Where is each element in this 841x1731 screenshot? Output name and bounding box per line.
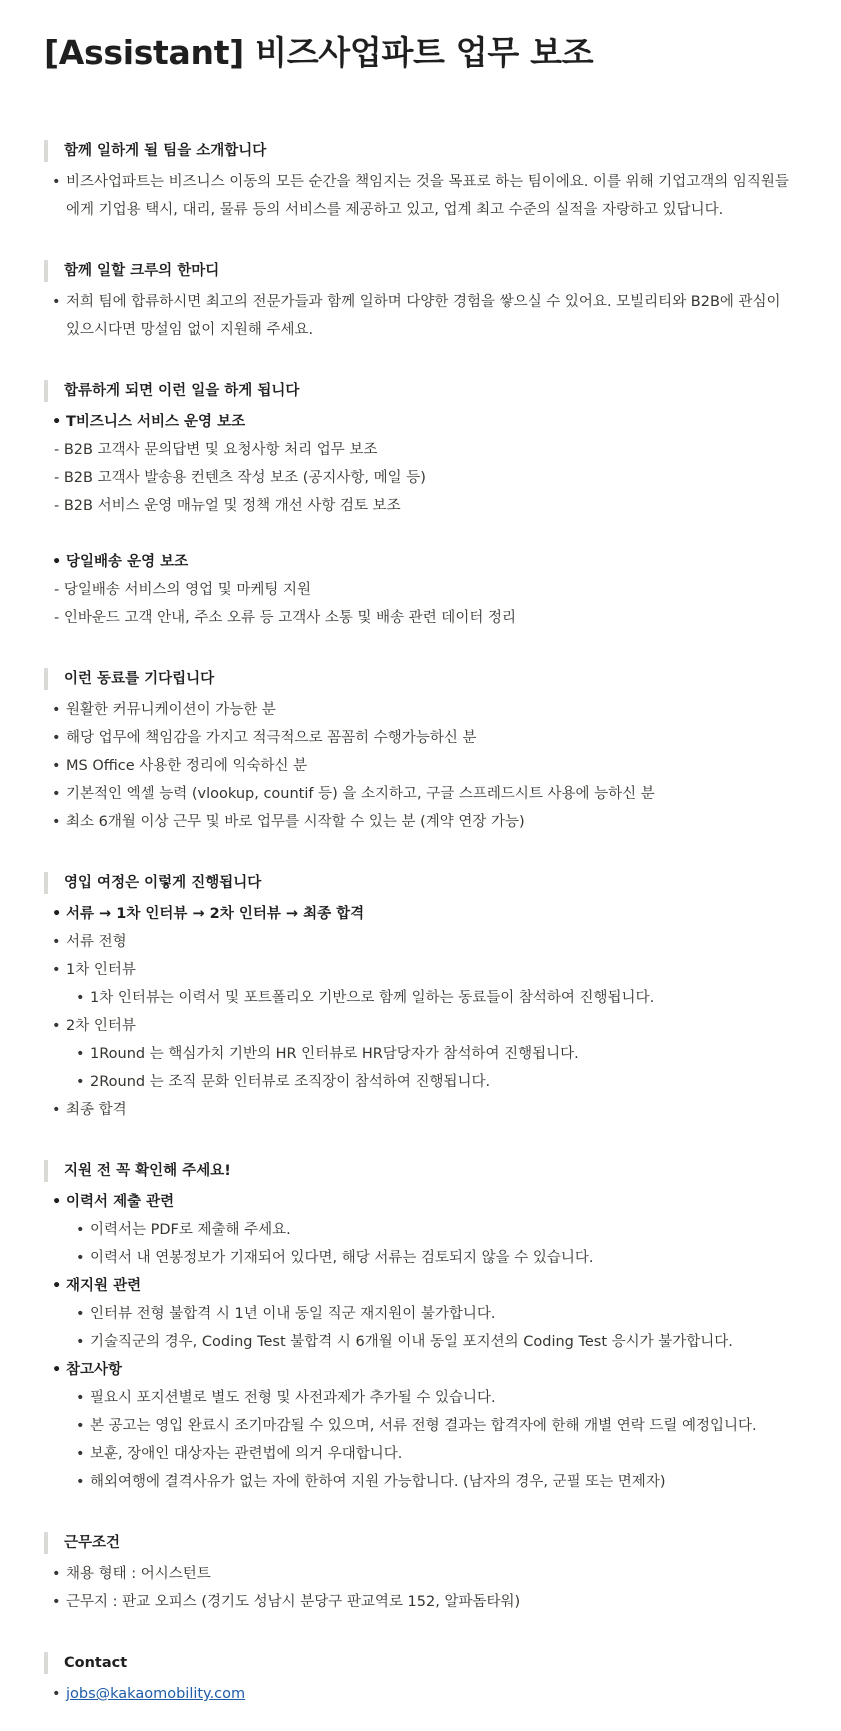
list-item: • 기본적인 엑셀 능력 (vlookup, countif 등) 을 소지하고, 구글 스프레드시트 사용에 능하신 분: [44, 780, 797, 808]
list-item: - B2B 서비스 운영 매뉴얼 및 정책 개선 사항 검토 보조: [54, 498, 401, 514]
list-item: • 저희 팀에 합류하시면 최고의 전문가들과 함께 일하며 다양한 경험을 쌓으실 수 있어요. 모빌리티와 B2B에 관심이 있으시다면 망설임 없이 지원해 주세요.: [44, 288, 797, 344]
list-group-title: • 당일배송 운영 보조: [44, 548, 797, 576]
list-item: • 최종 합격: [44, 1096, 797, 1124]
list-item: • 채용 형태 : 어시스턴트: [44, 1560, 797, 1588]
section-contact: [44, 1652, 797, 1708]
list-subitem: • 필요시 포지션별로 별도 전형 및 사전과제가 추가될 수 있습니다.: [68, 1384, 797, 1412]
list-item: • 원활한 커뮤니케이션이 가능한 분: [44, 696, 797, 724]
list-item: - B2B 고객사 문의답변 및 요청사항 처리 업무 보조: [54, 442, 378, 458]
list-item: - 당일배송 서비스의 영업 및 마케팅 지원: [54, 582, 311, 598]
section-heading: 합류하게 되면 이런 일을 하게 됩니다: [44, 380, 797, 402]
section-heading: 함께 일할 크루의 한마디: [44, 260, 797, 282]
section-heading: 영입 여정은 이렇게 진행됩니다: [44, 872, 797, 894]
list-item: • 서류 전형: [44, 928, 797, 956]
section-heading: Contact: [44, 1652, 797, 1674]
list-item: • 1차 인터뷰: [44, 956, 797, 984]
section-notice: [44, 1160, 797, 1496]
section-heading: 근무조건: [44, 1532, 797, 1554]
list-subitem: • 기술직군의 경우, Coding Test 불합격 시 6개월 이내 동일 포지션의 Coding Test 응시가 불가합니다.: [68, 1328, 797, 1356]
section-heading: 함께 일하게 될 팀을 소개합니다: [44, 140, 797, 162]
list-item: • 비즈사업파트는 비즈니스 이동의 모든 순간을 책임지는 것을 목표로 하는 팀이에요. 이를 위해 기업고객의 임직원들에게 기업용 택시, 대리, 물류 등의 서비스를 제공하고 있고, 업계 최고 수준의 실적을 자랑하고 있답니다.: [44, 168, 797, 224]
list-subitem: • 1Round 는 핵심가치 기반의 HR 인터뷰로 HR담당자가 참석하여 진행됩니다.: [68, 1040, 797, 1068]
list-group-title: • 재지원 관련: [44, 1272, 797, 1300]
section-requirements: [44, 668, 797, 836]
list-subitem: • 1차 인터뷰는 이력서 및 포트폴리오 기반으로 함께 일하는 동료들이 참석하여 진행됩니다.: [68, 984, 797, 1012]
section-work-conditions: [44, 1532, 797, 1616]
list-item: • 해당 업무에 책임감을 가지고 적극적으로 꼼꼼히 수행가능하신 분: [44, 724, 797, 752]
list-item: • 2차 인터뷰: [44, 1012, 797, 1040]
spacer: [44, 520, 797, 548]
section-team-intro: [44, 140, 797, 224]
list-item: - B2B 고객사 발송용 컨텐츠 작성 보조 (공지사항, 메일 등): [54, 470, 426, 486]
list-subitem: • 본 공고는 영입 완료시 조기마감될 수 있으며, 서류 전형 결과는 합격자에 한해 개별 연락 드릴 예정입니다.: [68, 1412, 797, 1440]
section-crew-message: [44, 260, 797, 344]
list-item: • 근무지 : 판교 오피스 (경기도 성남시 분당구 판교역로 152, 알파돔타워): [44, 1588, 797, 1616]
section-responsibilities: [44, 380, 797, 632]
list-group-title: • 참고사항: [44, 1356, 797, 1384]
section-heading: 지원 전 꼭 확인해 주세요!: [44, 1160, 797, 1182]
list-item: • MS Office 사용한 정리에 익숙하신 분: [44, 752, 797, 780]
section-hiring-process: [44, 872, 797, 1124]
list-subitem: • 이력서는 PDF로 제출해 주세요.: [68, 1216, 797, 1244]
process-flow: • 서류 → 1차 인터뷰 → 2차 인터뷰 → 최종 합격: [44, 900, 797, 928]
contact-email-link[interactable]: jobs@kakaomobility.com: [66, 1686, 246, 1702]
list-item: • 최소 6개월 이상 근무 및 바로 업무를 시작할 수 있는 분 (계약 연장 가능): [44, 808, 797, 836]
list-subitem: • 해외여행에 결격사유가 없는 자에 한하여 지원 가능합니다. (남자의 경우, 군필 또는 면제자): [68, 1468, 797, 1496]
list-subitem: • 2Round 는 조직 문화 인터뷰로 조직장이 참석하여 진행됩니다.: [68, 1068, 797, 1096]
list-subitem: • 인터뷰 전형 불합격 시 1년 이내 동일 직군 재지원이 불가합니다.: [68, 1300, 797, 1328]
list-subitem: • 이력서 내 연봉정보가 기재되어 있다면, 해당 서류는 검토되지 않을 수 있습니다.: [68, 1244, 797, 1272]
page-title: [Assistant] 비즈사업파트 업무 보조: [44, 33, 594, 72]
list-group-title: • 이력서 제출 관련: [44, 1188, 797, 1216]
list-item: - 인바운드 고객 안내, 주소 오류 등 고객사 소통 및 배송 관련 데이터 정리: [54, 610, 516, 626]
list-subitem: • 보훈, 장애인 대상자는 관련법에 의거 우대합니다.: [68, 1440, 797, 1468]
list-item: [44, 1680, 797, 1708]
list-group-title: • T비즈니스 서비스 운영 보조: [44, 408, 797, 436]
section-heading: 이런 동료를 기다립니다: [44, 668, 797, 690]
